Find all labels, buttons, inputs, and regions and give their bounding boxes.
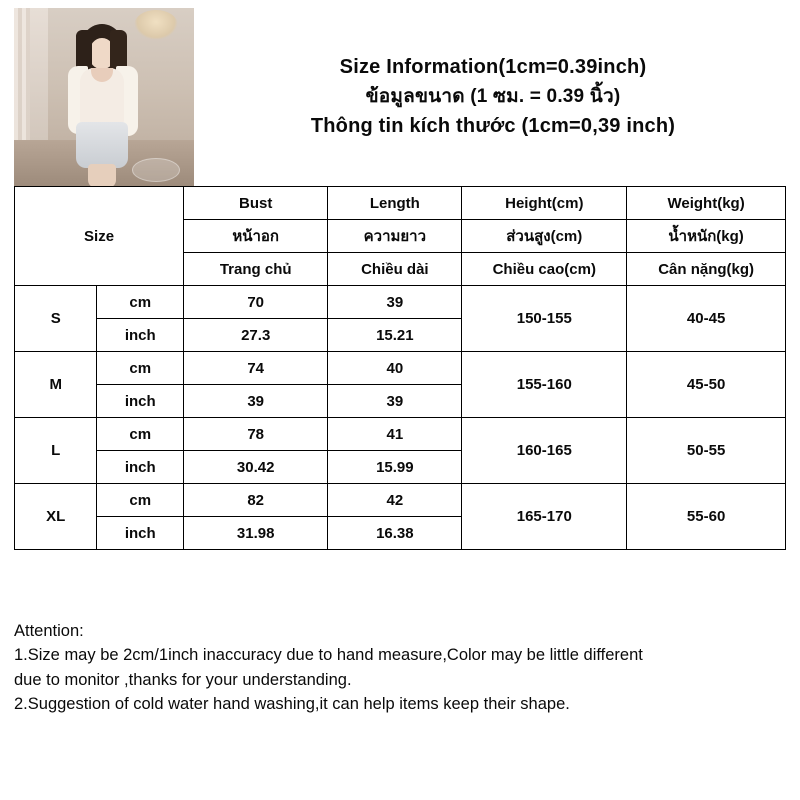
table-row xyxy=(15,418,786,451)
row-weight-xl: 55-60 xyxy=(627,484,786,550)
title-block xyxy=(194,8,786,186)
row-bust-cm-l: 78 xyxy=(184,418,328,451)
row-bust-inch-s: 27.3 xyxy=(184,319,328,352)
row-weight-l: 50-55 xyxy=(627,418,786,484)
row-bust-inch-l: 30.42 xyxy=(184,451,328,484)
row-length-inch-s: 15.21 xyxy=(328,319,462,352)
row-length-cm-m: 40 xyxy=(328,352,462,385)
row-size-l: L xyxy=(15,418,97,484)
row-height-m: 155-160 xyxy=(462,352,627,418)
notes-line-2: due to monitor ,thanks for your understanding. xyxy=(14,670,352,689)
photo-watermark xyxy=(132,158,180,182)
row-height-xl: 165-170 xyxy=(462,484,627,550)
row-unit-inch-l: inch xyxy=(97,451,184,484)
row-length-inch-m: 39 xyxy=(328,385,462,418)
header-height-en: Height(cm) xyxy=(462,187,627,220)
row-unit-inch-s: inch xyxy=(97,319,184,352)
row-bust-cm-s: 70 xyxy=(184,286,328,319)
notes-heading: Attention: xyxy=(14,622,84,640)
table-header-row-en xyxy=(15,187,786,220)
table-row xyxy=(15,286,786,319)
model-skirt xyxy=(76,122,128,168)
row-height-l: 160-165 xyxy=(462,418,627,484)
product-photo xyxy=(14,8,194,186)
row-weight-m: 45-50 xyxy=(627,352,786,418)
row-length-cm-xl: 42 xyxy=(328,484,462,517)
header-bust-vi: Trang chủ xyxy=(184,253,328,286)
row-size-xl: XL xyxy=(15,484,97,550)
row-unit-cm-l: cm xyxy=(97,418,184,451)
title-line-en: Size Information(1cm=0.39inch) xyxy=(339,56,647,79)
table-row xyxy=(15,352,786,385)
row-size-m: M xyxy=(15,352,97,418)
row-bust-inch-xl: 31.98 xyxy=(184,517,328,550)
model-legs xyxy=(88,164,116,186)
row-length-inch-xl: 16.38 xyxy=(328,517,462,550)
size-table xyxy=(14,186,786,550)
row-bust-cm-m: 74 xyxy=(184,352,328,385)
title-line-vi: Thông tin kích thước (1cm=0,39 inch) xyxy=(310,114,676,137)
row-unit-cm-m: cm xyxy=(97,352,184,385)
header-weight-th: น้ำหนัก(kg) xyxy=(627,220,786,253)
row-size-s: S xyxy=(15,286,97,352)
size-table-wrapper xyxy=(14,186,786,550)
size-header-cell: Size xyxy=(15,187,184,286)
notes-line-3: 2.Suggestion of cold water hand washing,it can help items keep their shape. xyxy=(14,695,570,714)
header-length-vi: Chiều dài xyxy=(328,253,462,286)
header-height-th: ส่วนสูง(cm) xyxy=(462,220,627,253)
table-row xyxy=(15,484,786,517)
row-unit-cm-s: cm xyxy=(97,286,184,319)
row-length-inch-l: 15.99 xyxy=(328,451,462,484)
header-weight-vi: Cân nặng(kg) xyxy=(627,253,786,286)
header-weight-en: Weight(kg) xyxy=(627,187,786,220)
row-unit-inch-xl: inch xyxy=(97,517,184,550)
row-length-cm-s: 39 xyxy=(328,286,462,319)
row-weight-s: 40-45 xyxy=(627,286,786,352)
title-line-th: ข้อมูลขนาด (1 ซม. = 0.39 นิ้ว) xyxy=(365,86,621,108)
attention-notes xyxy=(14,620,786,718)
header-length-en: Length xyxy=(328,187,462,220)
photo-model xyxy=(58,24,144,186)
row-unit-inch-m: inch xyxy=(97,385,184,418)
header-bust-en: Bust xyxy=(184,187,328,220)
notes-line-1: 1.Size may be 2cm/1inch inaccuracy due to hand measure,Color may be little different xyxy=(14,646,643,665)
header xyxy=(14,8,786,186)
row-bust-cm-xl: 82 xyxy=(184,484,328,517)
header-length-th: ความยาว xyxy=(328,220,462,253)
row-length-cm-l: 41 xyxy=(328,418,462,451)
header-bust-th: หน้าอก xyxy=(184,220,328,253)
row-bust-inch-m: 39 xyxy=(184,385,328,418)
row-height-s: 150-155 xyxy=(462,286,627,352)
header-height-vi: Chiều cao(cm) xyxy=(462,253,627,286)
row-unit-cm-xl: cm xyxy=(97,484,184,517)
